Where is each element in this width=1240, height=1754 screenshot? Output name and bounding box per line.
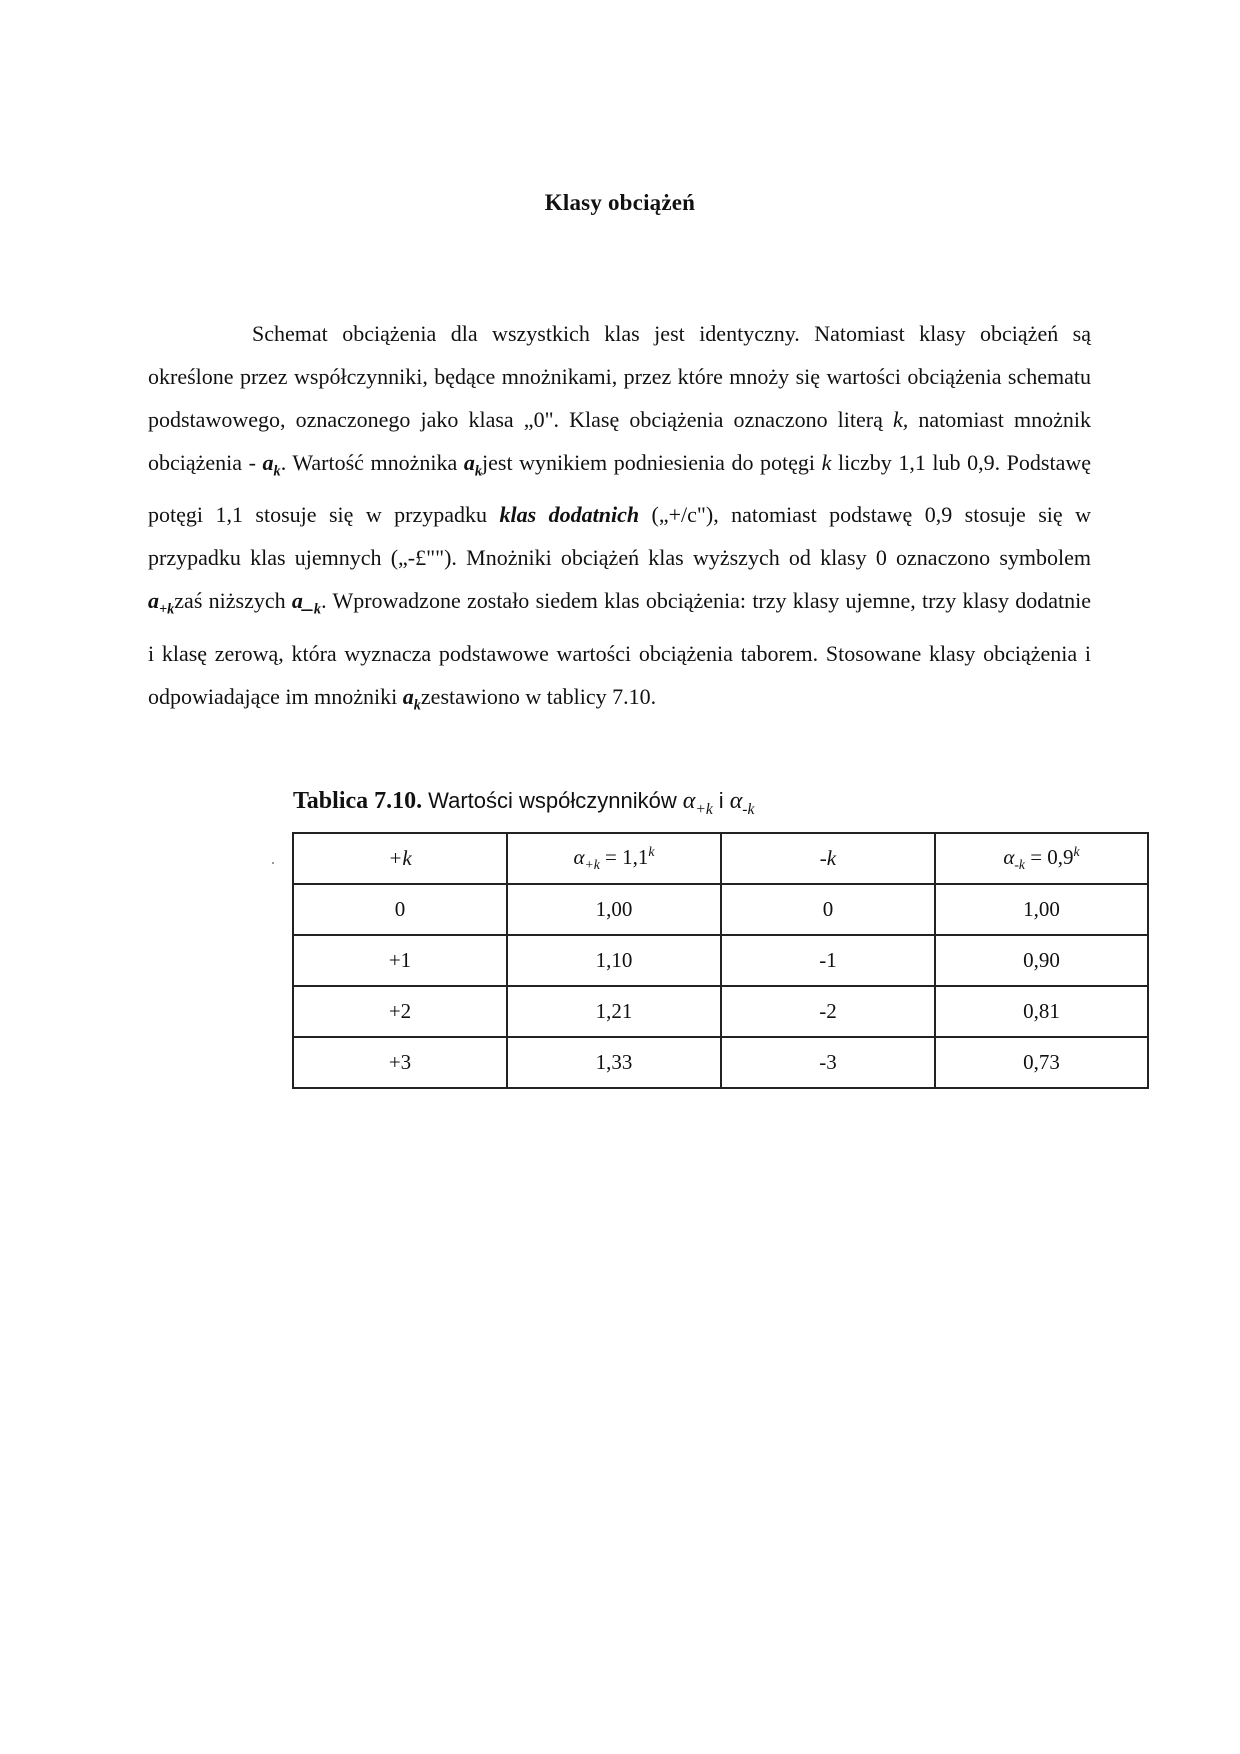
header-plus-k: +k [293,833,507,884]
table-row [293,986,1148,1037]
symbol-sup: k [1073,843,1080,859]
cell-plus-k: +3 [293,1037,507,1088]
symbol-sub: -k [1014,857,1025,873]
text-segment: . Wartość mnożnika [280,450,464,475]
caption-symbol-minus [729,788,755,818]
cell-plus-k: +1 [293,935,507,986]
symbol-sub: k [413,697,421,714]
cell-plus-k: 0 [293,884,507,935]
symbol-a-minus-k [291,588,322,618]
text-segment: natomiast mnożnik obciążenia - [148,407,1091,475]
cell-alpha-plus: 1,21 [507,986,721,1037]
symbol-base: a_ [291,588,314,614]
text-segment: zaś niższych [174,588,292,614]
text-segment: liczby 1,1 lub 0,9. Podstawę potęgi 1,1 stosuje się w przypadku [148,450,1092,528]
symbol-sub: k [273,463,281,480]
symbol-base: a [402,683,414,709]
cell-alpha-minus: 0,81 [935,986,1148,1037]
cell-alpha-minus: 0,90 [935,935,1148,986]
scan-speck [272,862,274,864]
text-segment: („+/c"), natomiast podstawę 0,9 stosuje się w przypadku klas ujemnych („-£""). Mnożniki obciążeń klas wyższych od klasy 0 oznaczono symbolem [148,502,1091,571]
cell-minus-k: -2 [721,986,935,1037]
cell-alpha-minus: 0,73 [935,1037,1148,1088]
header-alpha-plus-k [507,833,721,884]
table-caption [293,788,754,819]
symbol-base: α [1003,844,1015,869]
caption-text: Wartości współczynników [428,788,677,813]
header-formula: = 1,1 [599,844,649,869]
symbol-k: k, [892,407,909,432]
caption-label: Tablica 7.10. [293,788,423,814]
symbol-sub: k [313,601,322,618]
body-paragraph [148,312,1091,727]
symbol-base: α [682,788,696,814]
coefficient-table [292,832,1149,1089]
symbol-sub: +k [584,857,600,873]
header-minus-k: -k [721,833,935,884]
symbol-k: k [821,450,832,475]
cell-minus-k: -3 [721,1037,935,1088]
cell-minus-k: -1 [721,935,935,986]
symbol-sub: -k [742,800,755,818]
symbol-ak [402,683,421,714]
symbol-base: α [573,844,585,869]
symbol-sup: k [648,843,655,859]
symbol-sub: k [474,463,482,480]
cell-alpha-plus: 1,33 [507,1037,721,1088]
symbol-sub: +k [695,800,713,818]
table-header-row [293,833,1148,884]
text-segment: jest wynikiem podniesienia do potęgi [482,450,822,475]
symbol-base: a [262,450,274,475]
cell-alpha-plus: 1,00 [507,884,721,935]
text-segment: zestawiono w tablicy 7.10. [420,683,657,709]
symbol-ak [463,450,482,480]
page-title: Klasy obciążeń [544,190,696,215]
symbol-sub: +k [159,601,175,618]
caption-symbol-plus [682,788,713,818]
table-row [293,884,1148,935]
table-row [293,935,1148,986]
text-segment: . Wprowadzone zostało siedem klas obciążenia: trzy klasy ujemne, trzy klasy dodatnie i klasę zerową, która wyznacza podstawowe wartości obciążenia taborem. Stosowane klasy obciążenia i odpowiadające im mnożniki [148,588,1091,709]
cell-alpha-minus: 1,00 [935,884,1148,935]
symbol-ak [262,450,281,480]
table-row [293,1037,1148,1088]
header-formula: = 0,9 [1024,844,1074,869]
cell-plus-k: +2 [293,986,507,1037]
term-klas-dodatnich: klas dodatnich [499,502,640,528]
symbol-base: α [729,788,743,814]
header-alpha-minus-k [935,833,1148,884]
text-segment: Schemat obciążenia dla wszystkich klas jest identyczny. Natomiast klasy obciążeń są określone przez współczynniki, będące mnożnikami, przez które mnoży się wartości obciążenia schematu podstawowego, oznaczonego jako klasa „0". Klasę obciążenia oznaczono literą [148,321,1091,432]
cell-alpha-plus: 1,10 [507,935,721,986]
symbol-a-plus-k [148,588,175,618]
symbol-base: a [148,588,159,614]
cell-minus-k: 0 [721,884,935,935]
symbol-base: a [463,450,475,475]
caption-conjunction: i [718,788,724,813]
